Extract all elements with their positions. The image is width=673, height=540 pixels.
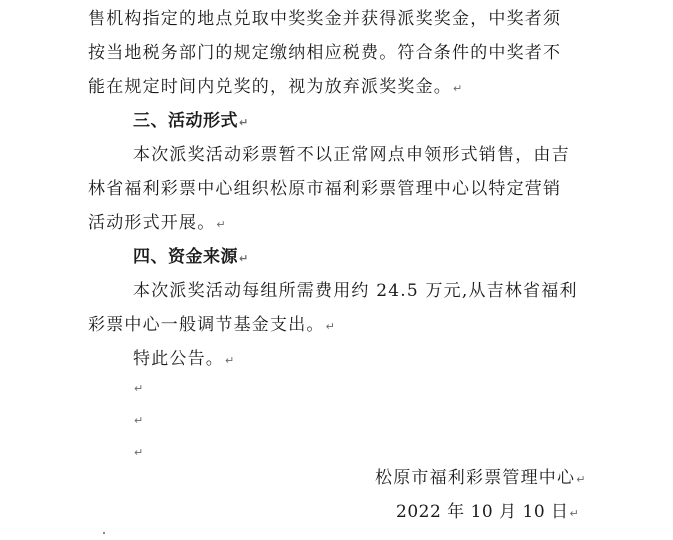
section-heading [133,246,248,270]
heading-text: 三、活动形式 [133,111,238,131]
body-text-line [133,280,578,302]
paragraph-mark-icon: ↵ [576,473,586,486]
body-text-line [88,76,462,100]
section-heading [133,110,248,134]
closing-line [133,348,234,372]
signature-date [396,501,579,525]
body-text-line [88,178,561,200]
paragraph-mark-icon: ↵ [453,82,463,95]
heading-text: 四、资金来源 [133,247,238,267]
empty-paragraph [133,440,143,464]
empty-paragraph [133,376,143,400]
paragraph-mark-icon: ↵ [325,320,335,333]
empty-paragraph [133,408,143,432]
text-content: 彩票中心一般调节基金支出。 [88,315,325,335]
body-text-line [88,212,226,236]
text-content: 能在规定时间内兑奖的，视为放弃派奖奖金。 [88,77,452,97]
paragraph-mark-icon: ↵ [134,382,144,395]
text-content: 本次派奖活动彩票暂不以正常网点申领形式销售，由吉 [133,145,570,165]
paragraph-mark-icon: ↵ [569,507,579,520]
paragraph-mark-icon: ↵ [239,252,249,265]
paragraph-mark-icon: ↵ [239,116,249,129]
text-content: 活动形式开展。 [88,213,216,233]
paragraph-mark-icon: ↵ [134,414,144,427]
body-text-line [88,42,561,64]
text-content: 售机构指定的地点兑取中奖奖金并获得派奖奖金，中奖者须 [88,9,562,29]
body-text-line [88,314,335,338]
text-content: 2022 年 10 月 10 日 [396,502,569,522]
body-text-line [133,144,570,166]
paragraph-mark-icon: ↵ [134,446,144,459]
text-content: 按当地税务部门的规定缴纳相应税费。符合条件的中奖者不 [88,43,562,63]
signature-org [375,467,585,491]
text-content: 林省福利彩票中心组织松原市福利彩票管理中心以特定营销 [88,179,562,199]
text-content: 松原市福利彩票管理中心 [375,468,576,488]
text-content: 特此公告。 [133,349,224,369]
text-content: 本次派奖活动每组所需费用约 24.5 万元,从吉林省福利 [133,281,578,301]
body-text-line [88,8,561,30]
paragraph-mark-icon: ↵ [216,218,226,231]
stray-dot [103,532,105,534]
paragraph-mark-icon: ↵ [225,354,235,367]
